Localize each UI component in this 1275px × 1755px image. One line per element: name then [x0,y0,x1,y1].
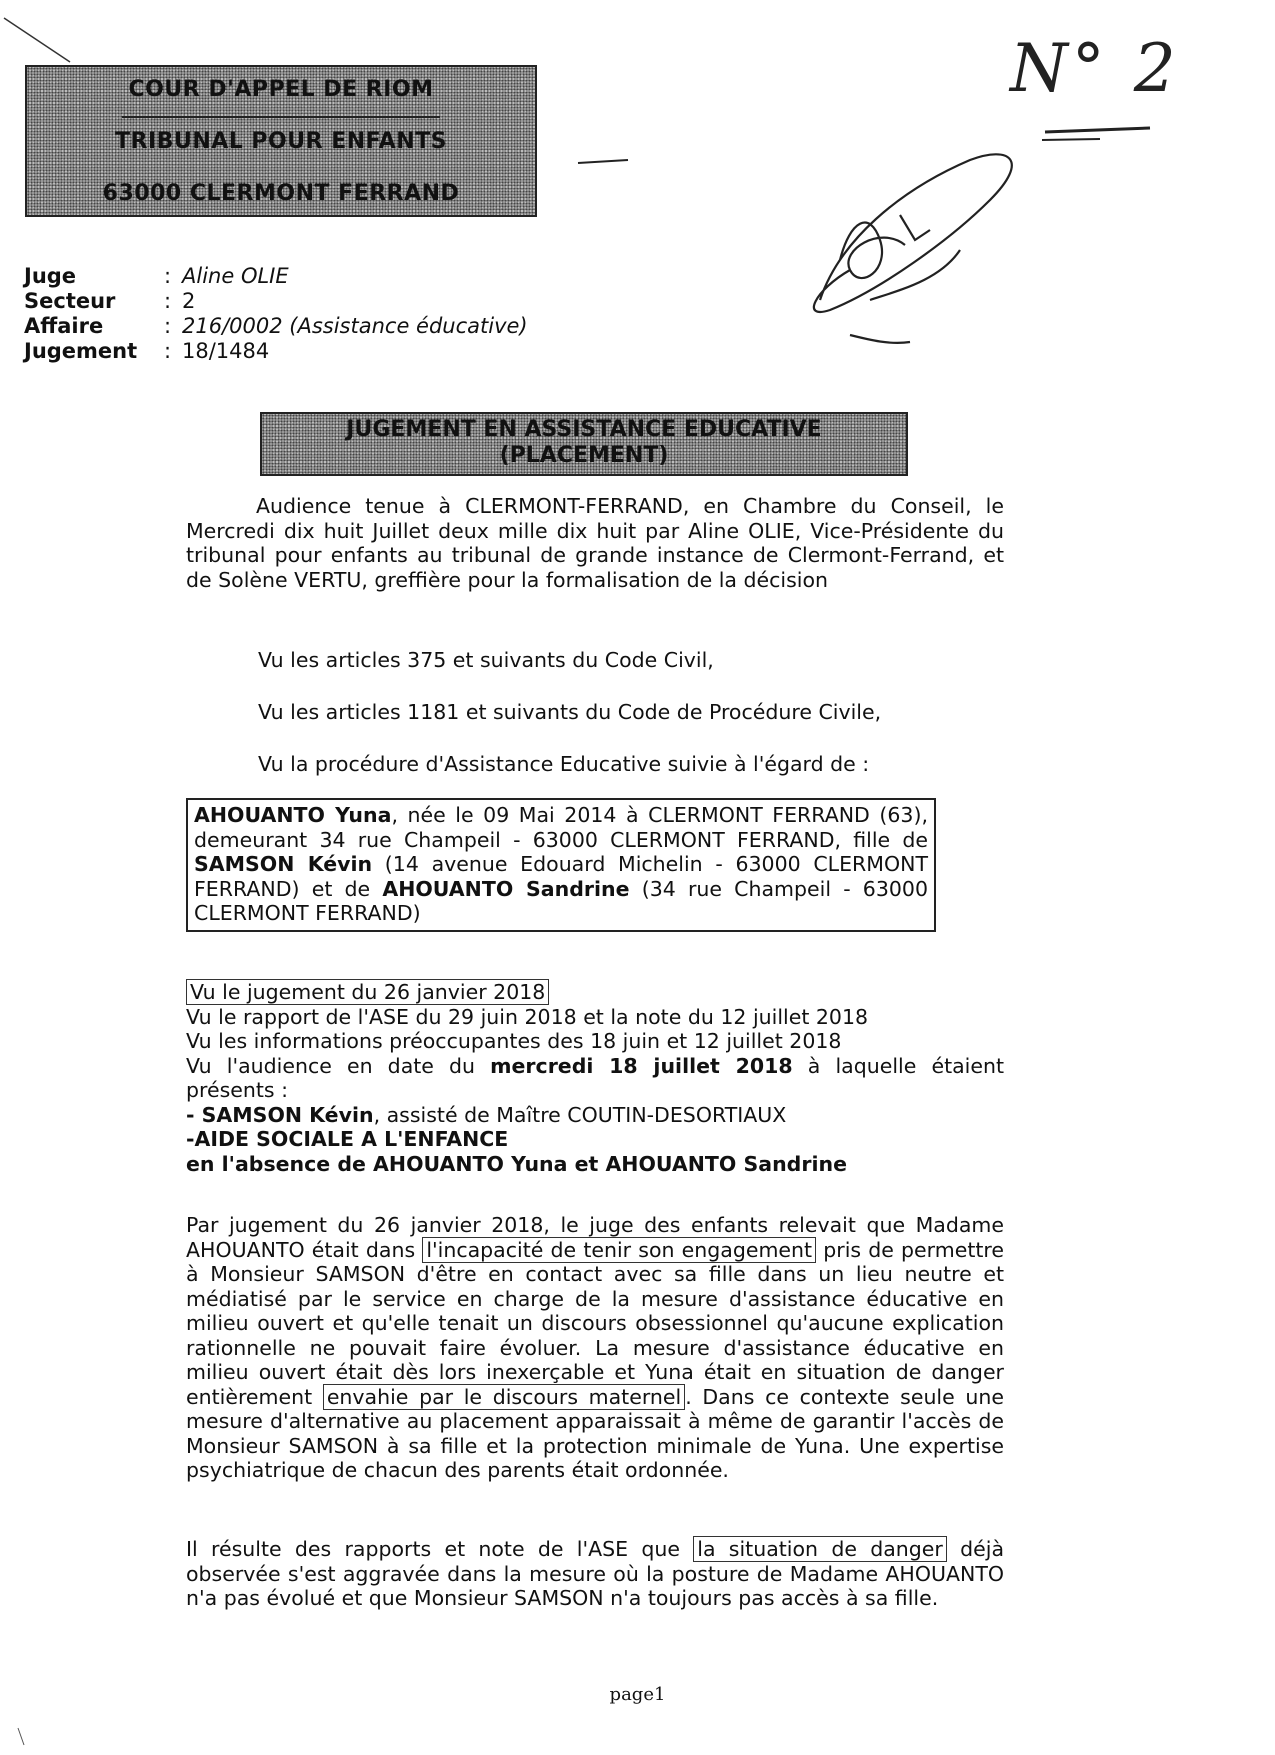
paragraph-2-part1: Il résulte des rapports et note de l'ASE que [186,1537,694,1561]
case-info-label: Secteur [24,289,116,313]
case-info-row: Juge : Aline OLIE [24,264,289,288]
judgment-title [260,412,908,476]
case-info-label: Juge [24,264,77,288]
signature-icon [814,154,1012,343]
court-divider [122,116,440,118]
scan-corner-mark [18,1728,24,1745]
vu-documents [186,980,1004,1176]
vu-article: Vu les articles 1181 et suivants du Code de Procédure Civile, [258,700,882,724]
paragraph-1 [186,1213,1004,1483]
vu-rapport: Vu le rapport de l'ASE du 29 juin 2018 et la note du 12 juillet 2018 [186,1004,869,1029]
paragraph-2-part2: déjà observée s'est aggravée dans la mesure où la posture de Madame AHOUANTO n'a pas évolué et que Monsieur SAMSON n'a toujours pas accès à sa fille. [186,1537,1005,1610]
paragraph-2-highlight-1: la situation de danger [693,1536,947,1562]
case-info-value: 2 [182,289,196,313]
court-name: COUR D'APPEL DE RIOM [128,77,434,102]
absence-line: en l'absence de AHOUANTO Yuna et AHOUANTO Sandrine [186,1151,847,1176]
present-1-name: - SAMSON Kévin [186,1102,374,1127]
party-mother: AHOUANTO Sandrine [382,876,630,901]
vu-article: Vu la procédure d'Assistance Educative suivie à l'égard de : [258,752,870,776]
paragraph-2 [186,1537,1004,1611]
party-details: , née le 09 Mai 2014 à CLERMONT FERRAND (63), demeurant 34 rue Champeil - 63000 CLERMONT FERRAND, fille de [194,803,928,852]
tribunal-name: TRIBUNAL POUR ENFANTS [115,129,447,154]
vu-jugement-text: Vu le jugement du 26 janvier 2018 [186,979,549,1005]
vu-jugement [186,980,1004,1005]
present-1-rest: , assisté de Maître COUTIN-DESORTIAUX [373,1102,787,1127]
case-info-label: Affaire [24,314,104,338]
case-info-label: Jugement [24,339,138,363]
party-father-address: (14 avenue Edouard Michelin - 63000 CLERMONT FERRAND) et de [194,852,928,901]
paragraph-1-part1: Par jugement du 26 janvier 2018, le juge des enfants relevait que Madame AHOUANTO était dans [186,1213,1004,1262]
vu-audience-suffix: à laquelle étaient présents : [186,1053,1005,1102]
underline-mark [1045,128,1150,132]
case-info-value: Aline OLIE [182,264,289,288]
party-name: AHOUANTO Yuna [194,803,392,827]
case-info-value: 18/1484 [182,339,270,363]
vu-informations: Vu les informations préoccupantes des 18 juin et 12 juillet 2018 [186,1029,842,1053]
paragraph-1-part3: . Dans ce contexte seule une mesure d'alternative au placement apparaissait à même de garantir l'accès de Monsieur SAMSON à sa fille et la protection minimale de Yuna. Une expertise psychiatrique de chacun des parents était ordonnée. [186,1384,1004,1482]
paragraph-1-highlight-2: envahie par le discours maternel [323,1384,685,1410]
party-box [186,798,936,932]
case-info-value: 216/0002 (Assistance éducative) [182,314,528,338]
vu-audience-date: mercredi 18 juillet 2018 [490,1053,793,1078]
vu-article: Vu les articles 375 et suivants du Code Civil, [258,648,714,672]
court-city: 63000 CLERMONT FERRAND [102,181,460,206]
case-info [24,264,528,364]
court-header [25,65,537,217]
intro-paragraph: Audience tenue à CLERMONT-FERRAND, en Chambre du Conseil, le Mercredi dix huit Juillet deux mille dix huit par Aline OLIE, Vice-Présidente du tribunal pour enfants au tribunal de grande instance de Clermont-Ferrand, et de Solène VERTU, greffière pour la formalisation de la décision [186,494,1004,592]
judgment-title-line2: (PLACEMENT) [499,443,669,468]
handwritten-number: N° 2 [1010,30,1180,107]
paragraph-1-highlight-1: l'incapacité de tenir son engagement [422,1237,816,1263]
case-info-row: Jugement : 18/1484 [24,339,270,363]
scan-dash-mark [578,160,628,163]
party-father: SAMSON Kévin [194,852,373,876]
scan-corner-line [4,18,70,62]
case-info-row: Secteur : 2 [24,289,196,313]
present-2: -AIDE SOCIALE A L'ENFANCE [186,1127,509,1151]
page-number: page1 [609,1684,666,1705]
vu-audience-prefix: Vu l'audience en date du [186,1053,491,1078]
vu-audience [186,1054,1004,1103]
judgment-title-line1: JUGEMENT EN ASSISTANCE EDUCATIVE [346,417,822,442]
paragraph-1-part2: pris de permettre à Monsieur SAMSON d'être en contact avec sa fille dans un lieu neutre et médiatisé par le service en charge de la mesure d'assistance éducative en milieu ouvert et qu'elle tenait un discours obsessionnel qu'aucune explication rationnelle ne pouvait faire évoluer. La mesure d'assistance éducative en milieu ouvert était dès lors inexerçable et Yuna était en situation de danger entièrement [186,1237,1004,1409]
underline-mark-2 [1042,139,1100,140]
party-mother-address: (34 rue Champeil - 63000 CLERMONT FERRAND) [194,876,928,925]
case-info-row: Affaire : 216/0002 (Assistance éducative) [24,314,528,338]
present-1 [186,1103,1004,1128]
